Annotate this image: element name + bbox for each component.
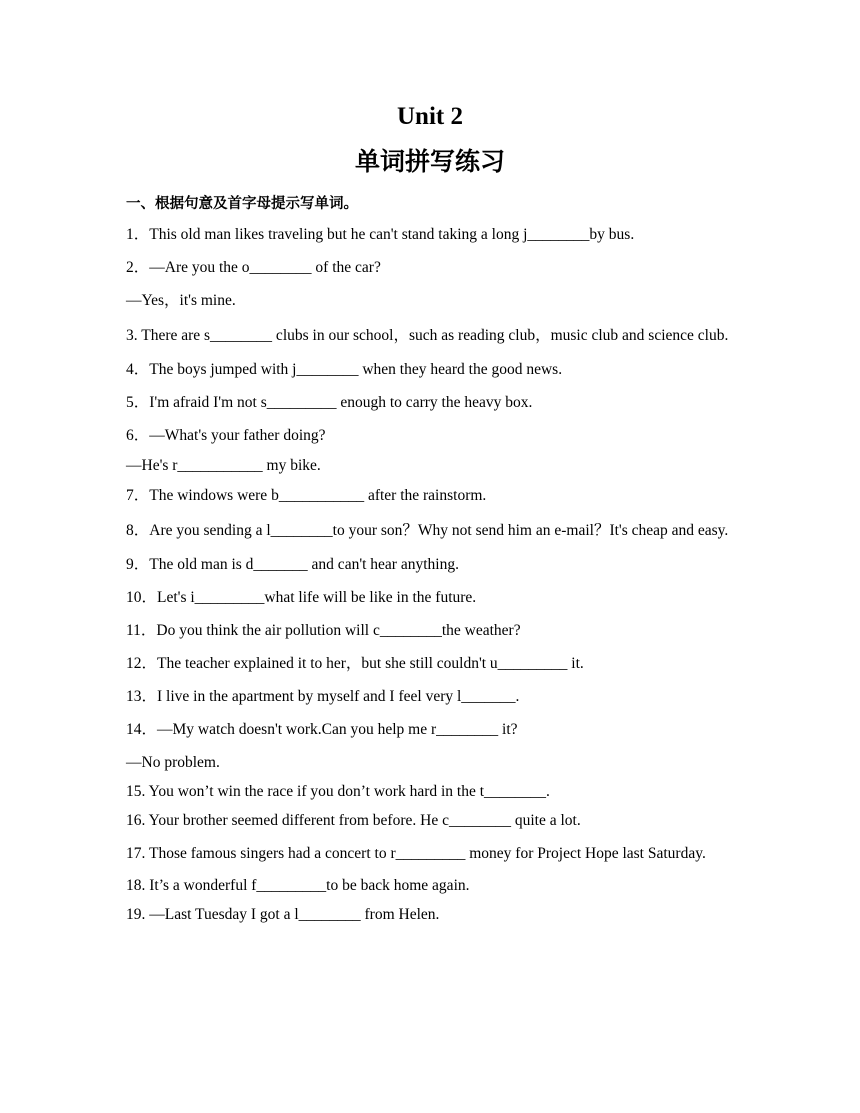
question-19: 19. —Last Tuesday I got a l________ from Helen. <box>126 906 440 923</box>
answer-14: —No problem. <box>126 754 220 771</box>
question-5: 5．I'm afraid I'm not s_________ enough to carry the heavy box. <box>126 394 533 411</box>
question-8: 8．Are you sending a l________to your son？Why not send him an e-mail？It's cheap and easy. <box>126 522 729 539</box>
question-11: 11．Do you think the air pollution will c________the weather? <box>126 622 521 639</box>
question-13: 13．I live in the apartment by myself and I feel very l_______. <box>126 688 520 705</box>
question-16: 16. Your brother seemed different from before. He c________ quite a lot. <box>126 812 581 829</box>
question-2: 2．—Are you the o________ of the car? <box>126 259 381 276</box>
exercise-content <box>126 193 734 926</box>
question-17: 17. Those famous singers had a concert to r_________ money for Project Hope last Saturday. <box>126 845 706 862</box>
answer-2: —Yes，it's mine. <box>126 292 236 309</box>
question-12: 12．The teacher explained it to her，but she still couldn't u_________ it. <box>126 655 584 672</box>
question-15: 15. You won’t win the race if you don’t work hard in the t________. <box>126 783 550 800</box>
worksheet-subtitle: 单词拼写练习 <box>354 147 505 176</box>
question-10: 10．Let's i_________what life will be like in the future. <box>126 589 477 606</box>
question-14: 14．—My watch doesn't work.Can you help me r________ it? <box>126 721 518 738</box>
section-heading: 一、根据句意及首字母提示写单词。 <box>126 196 358 212</box>
unit-title: Unit 2 <box>397 103 463 130</box>
question-18: 18. It’s a wonderful f_________to be back home again. <box>126 877 470 894</box>
question-1: 1．This old man likes traveling but he can't stand taking a long j________by bus. <box>126 226 635 243</box>
question-3: 3. There are s________ clubs in our school，such as reading club，music club and science club. <box>126 327 729 344</box>
question-4: 4．The boys jumped with j________ when they heard the good news. <box>126 361 563 378</box>
question-9: 9．The old man is d_______ and can't hear anything. <box>126 556 459 573</box>
answer-6: —He's r___________ my bike. <box>126 457 321 474</box>
question-7: 7．The windows were b___________ after the rainstorm. <box>126 487 487 504</box>
question-6: 6．—What's your father doing? <box>126 427 326 444</box>
